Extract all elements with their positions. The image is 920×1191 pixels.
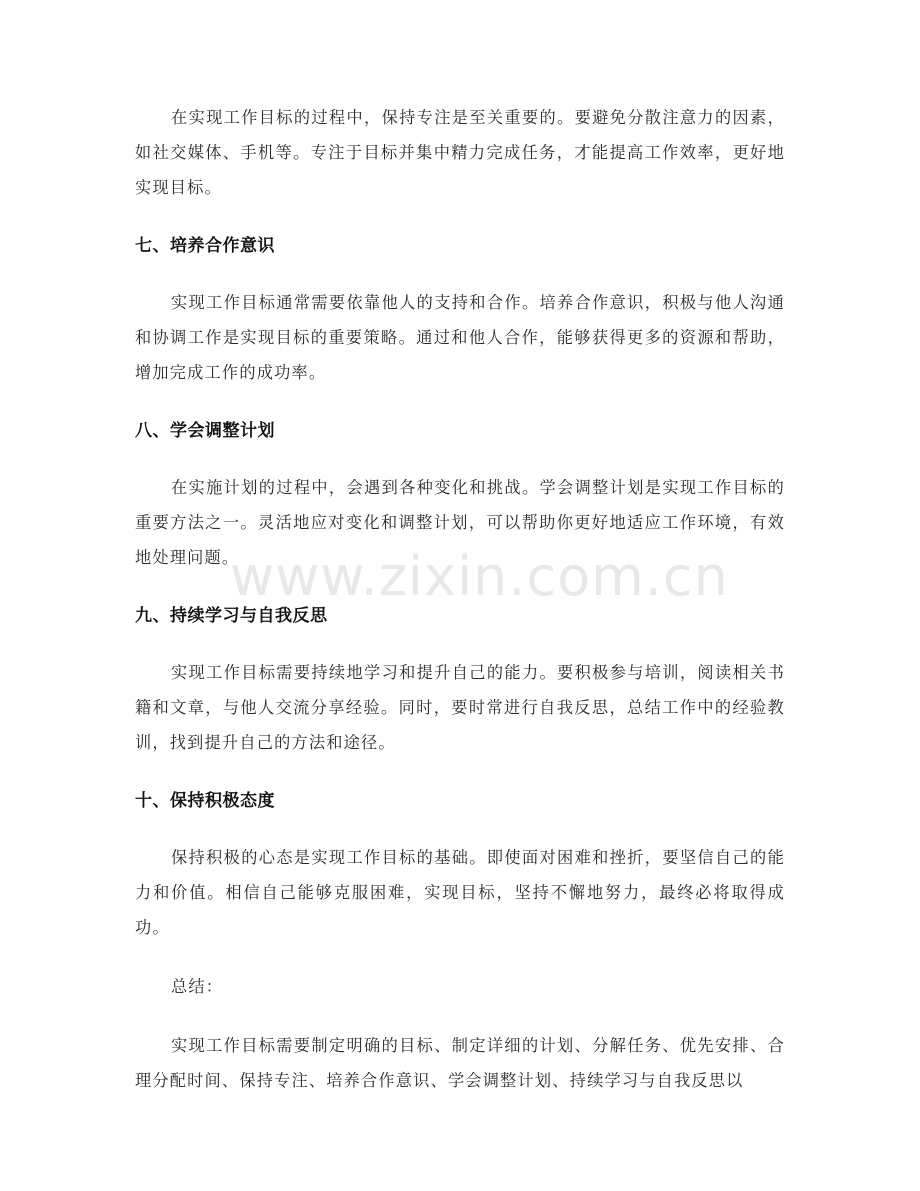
paragraph-adjust-plan: 在实施计划的过程中，会遇到各种变化和挑战。学会调整计划是实现工作目标的重要方法之一。灵活地应对变化和调整计划，可以帮助你更好地适应工作环境，有效地处理问题。 xyxy=(135,478,785,567)
paragraph-focus: 在实现工作目标的过程中，保持专注是至关重要的。要避免分散注意力的因素，如社交媒体、手机等。专注于目标并集中精力完成任务，才能提高工作效率，更好地实现目标。 xyxy=(135,108,785,197)
heading-adjust-plan: 八、学会调整计划 xyxy=(135,421,275,441)
heading-positive-attitude: 十、保持积极态度 xyxy=(135,791,275,811)
spacer xyxy=(135,1004,785,1028)
spacer xyxy=(135,945,785,969)
paragraph-positive-attitude: 保持积极的心态是实现工作目标的基础。即使面对困难和挫折，要坚信自己的能力和价值。相信自己能够克服困难，实现目标，坚持不懈地努力，最终必将取得成功。 xyxy=(135,848,785,937)
heading-learning: 九、持续学习与自我反思 xyxy=(135,606,328,626)
summary-label: 总结： xyxy=(171,977,224,996)
watermark-text: www.zixin.com.cn xyxy=(230,545,729,608)
paragraph-cooperation: 实现工作目标通常需要依靠他人的支持和合作。培养合作意识，积极与他人沟通和协调工作是实现目标的重要策略。通过和他人合作，能够获得更多的资源和帮助，增加完成工作的成功率。 xyxy=(135,293,785,382)
summary-paragraph: 实现工作目标需要制定明确的目标、制定详细的计划、分解任务、优先安排、合理分配时间、保持专注、培养合作意识、学会调整计划、持续学习与自我反思以 xyxy=(135,1036,785,1090)
paragraph-learning: 实现工作目标需要持续地学习和提升自己的能力。要积极参与培训，阅读相关书籍和文章，与他人交流分享经验。同时，要时常进行自我反思，总结工作中的经验教训，找到提升自己的方法和途径。 xyxy=(135,663,785,752)
heading-cooperation: 七、培养合作意识 xyxy=(135,236,275,256)
